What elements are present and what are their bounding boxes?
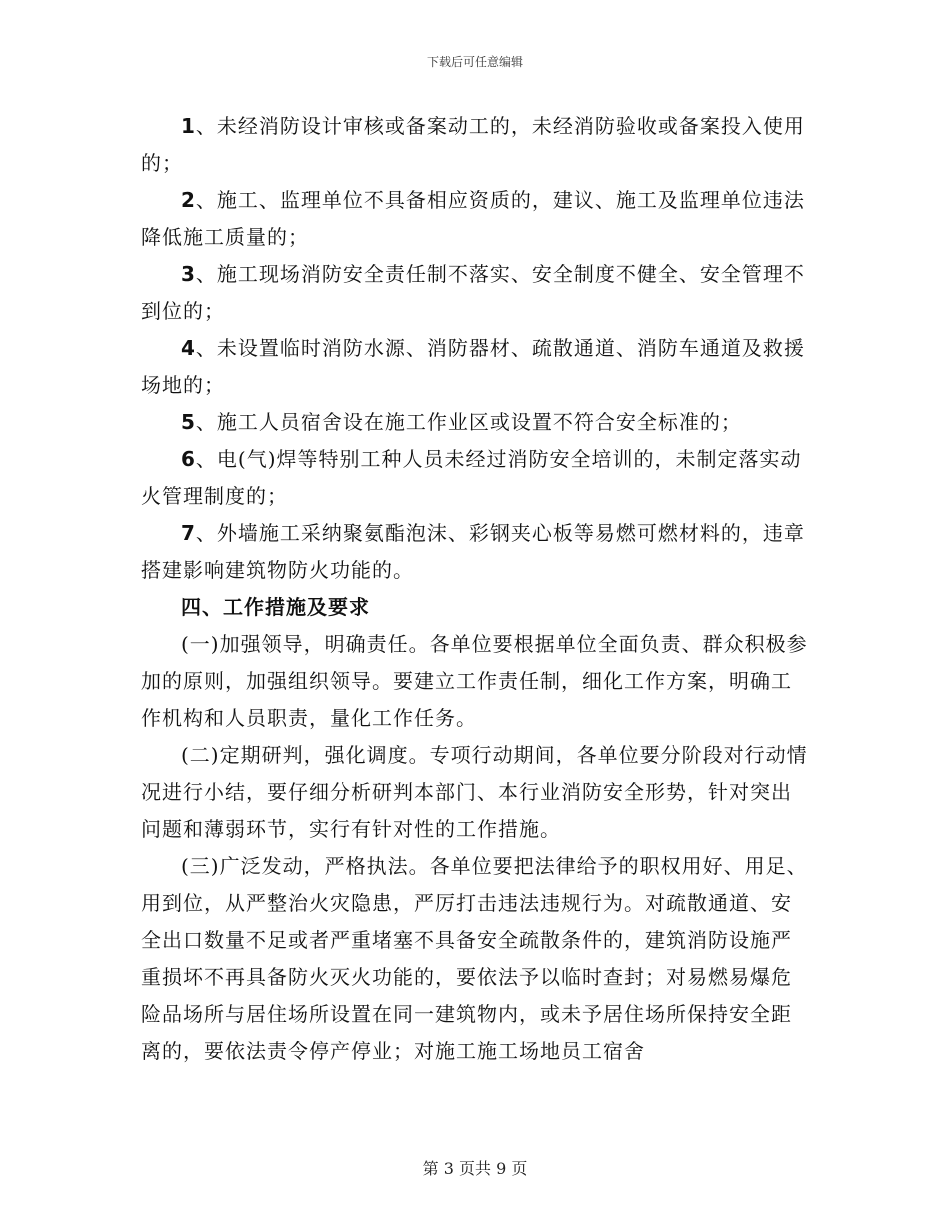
item-text: 、施工现场消防安全责任制不落实、安全制度不健全、安全管理不到位的； (141, 262, 805, 323)
page-footer: 第 3 页共 9 页 (422, 1159, 528, 1178)
list-item (141, 515, 809, 589)
item-text: 、外墙施工采纳聚氨酯泡沫、彩钢夹心板等易燃可燃材料的，违章搭建影响建筑物防火功能的。 (141, 521, 805, 582)
item-number: 4 (181, 336, 196, 360)
list-item (141, 404, 809, 441)
document-body (141, 108, 809, 1070)
list-item (141, 441, 809, 515)
section-paragraph: (三)广泛发动，严格执法。各单位要把法律给予的职权用好、用足、用到位，从严整治火灾隐患，严厉打击违法违规行为。对疏散通道、安全出口数量不足或者严重堵塞不具备安全疏散条件的，建筑消防设施严重损坏不再具备防火灭火功能的，要依法予以临时查封；对易燃易爆危险品场所与居住场所设置在同一建筑物内，或未予居住场所保持安全距离的，要依法责令停产停业；对施工施工场地员工宿舍 (141, 854, 808, 1063)
item-text: 、电(气)焊等特别工种人员未经过消防安全培训的，未制定落实动火管理制度的； (141, 447, 802, 508)
item-number: 1 (181, 114, 196, 138)
list-item (141, 256, 809, 330)
list-item (141, 108, 809, 182)
item-number: 5 (181, 410, 196, 434)
section-paragraph: (二)定期研判，强化调度。专项行动期间，各单位要分阶段对行动情况进行小结，要仔细分析研判本部门、本行业消防安全形势，针对突出问题和薄弱环节，实行有针对性的工作措施。 (141, 743, 808, 841)
list-item (141, 330, 809, 404)
list-item (141, 182, 809, 256)
section-paragraph: (一)加强领导，明确责任。各单位要根据单位全面负责、群众积极参加的原则，加强组织领导。要建立工作责任制，细化工作方案，明确工作机构和人员职责，量化工作任务。 (141, 632, 808, 730)
item-number: 2 (181, 188, 196, 212)
item-number: 3 (181, 262, 196, 286)
item-text: 、未经消防设计审核或备案动工的，未经消防验收或备案投入使用的； (141, 114, 805, 175)
item-text: 、施工、监理单位不具备相应资质的，建议、施工及监理单位违法降低施工质量的； (141, 188, 805, 249)
item-number: 6 (181, 447, 196, 471)
page-header: 下载后可任意编辑 (426, 55, 523, 69)
item-number: 7 (181, 521, 196, 545)
section-heading: 四、工作措施及要求 (181, 595, 370, 619)
item-text: 、未设置临时消防水源、消防器材、疏散通道、消防车通道及救援场地的； (141, 336, 805, 397)
item-text: 、施工人员宿舍设在施工作业区或设置不符合安全标准的； (195, 410, 742, 434)
